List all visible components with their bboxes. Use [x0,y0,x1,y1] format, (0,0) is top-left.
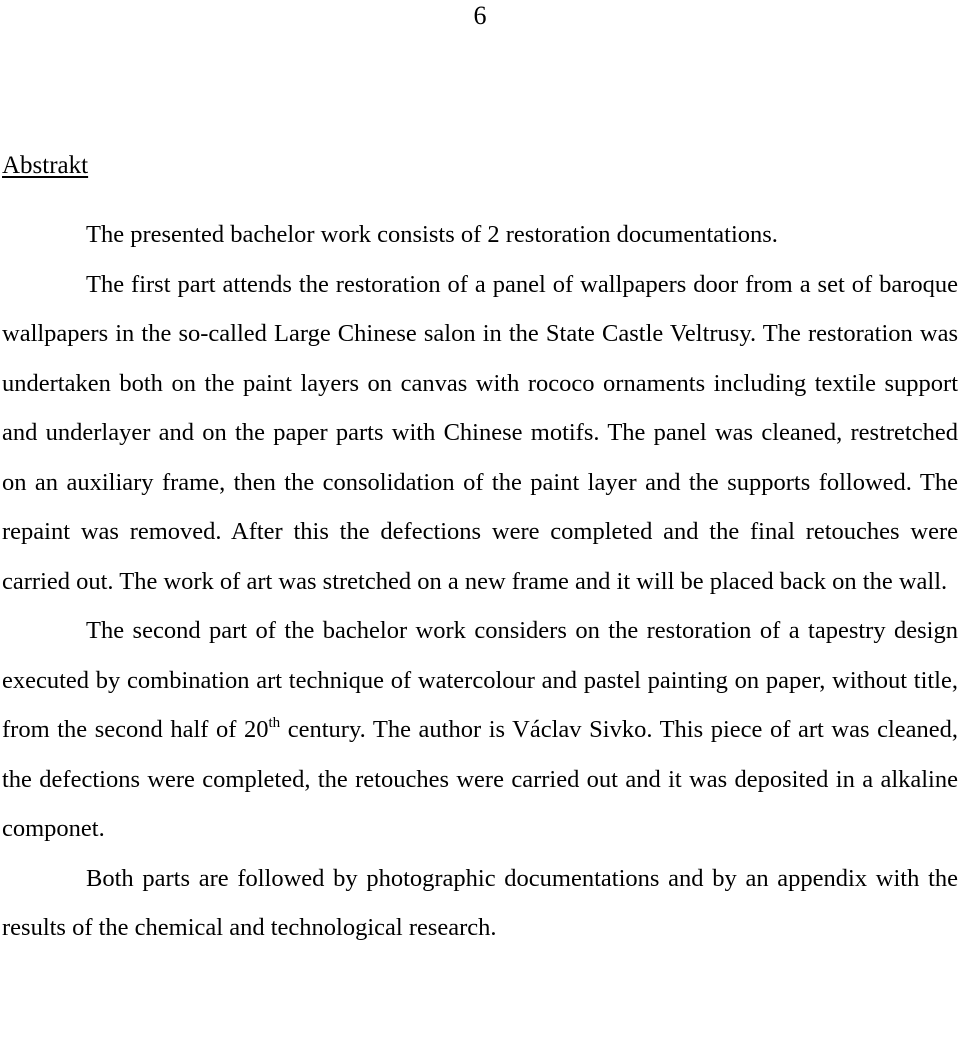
page-number: 6 [473,1,487,30]
paragraph-first-part: The first part attends the restoration of a panel of wallpapers door from a set of baroque wallpapers in the so-called Large Chinese salon in the State Castle Veltrusy. The restoration was undertaken both on the paint layers on canvas with rococo ornaments including textile support and underlayer and on the paper parts with Chinese motifs. The panel was cleaned, restretched on an auxiliary frame, then the consolidation of the paint layer and the supports followed. The repaint was removed. After this the defections were completed and the final retouches were carried out. The work of art was stretched on a new frame and it will be placed back on the wall. [2,270,958,595]
superscript-th: th [268,715,281,731]
paragraph-conclusion: Both parts are followed by photographic documentations and by an appendix with the results of the chemical and technological research. [2,864,958,941]
paragraph-second-part-text-a: The second part of the bachelor work considers on the restoration of a tapestry design executed by combination art technique of watercolour and pastel painting on paper, without title, from the second half of 20 [2,617,958,743]
abstract-heading: Abstrakt [2,152,89,179]
paragraph-intro: The presented bachelor work consists of 2 restoration documentations. [86,221,778,248]
abstract-body [2,210,958,953]
paragraph-second-part-text-b: century. The author is Václav Sivko. This piece of art was cleaned, the defections were completed, the retouches were carried out and it was deposited in a alkaline componet. [2,716,958,842]
paragraph-second-part [2,606,958,854]
